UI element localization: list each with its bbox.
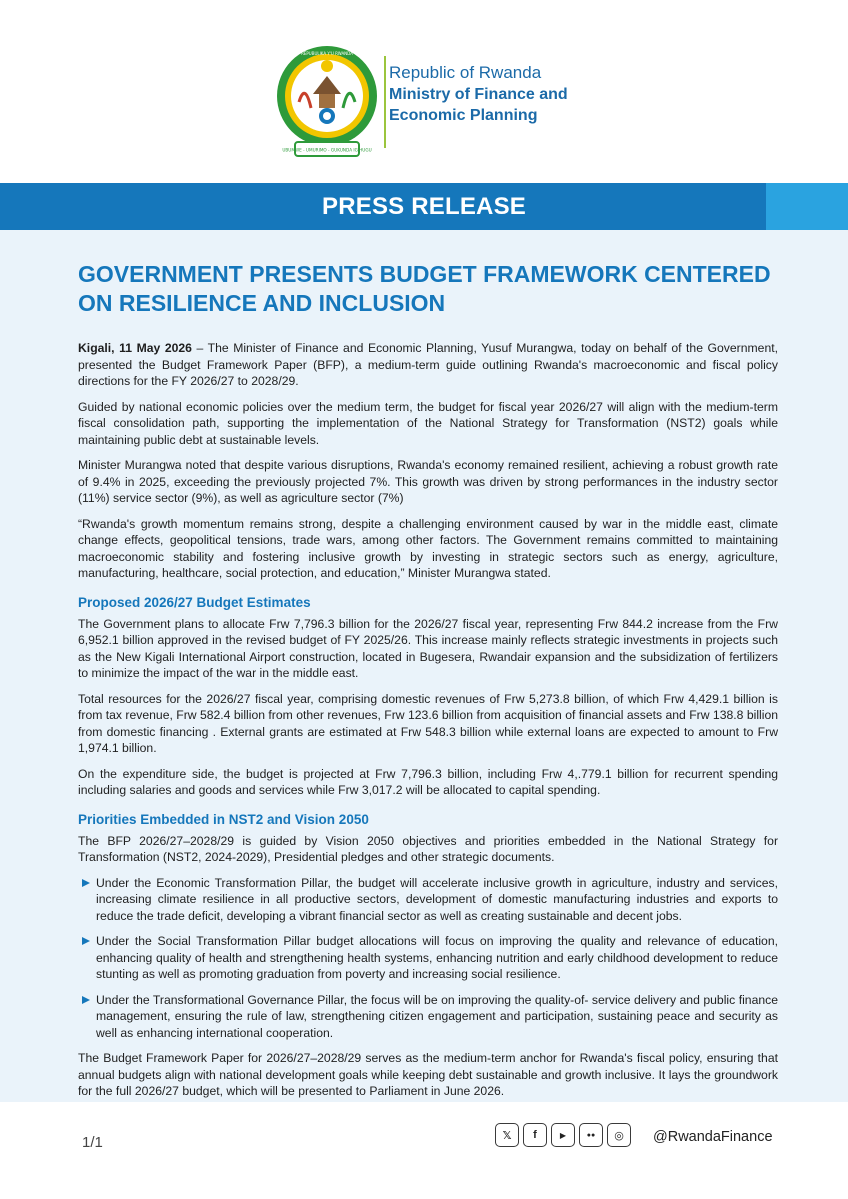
- pillar-list: [78, 875, 778, 1042]
- flickr-icon[interactable]: ●●: [579, 1123, 603, 1147]
- triangle-bullet-icon: [82, 879, 90, 887]
- paragraph-8: The BFP 2026/27–2028/29 is guided by Vision 2050 objectives and priorities embedded in the National Strategy for Transformation (NST2, 2024-2029), Presidential pledges and other strategic documents.: [78, 833, 778, 864]
- list-item-text: Under the Transformational Governance Pillar, the focus will be on improving the quality-of- service delivery and public finance management, ensuring the rule of law, strengthening citizen engagement and participation, sustaining peace and security as well as enhancing international cooperation.: [96, 992, 778, 1040]
- paragraph-6: Total resources for the 2026/27 fiscal year, comprising domestic revenues of Frw 5,273.8 billion, of which Frw 4,429.1 billion is from tax revenue, Frw 582.4 billion from other revenues, Frw 123.6 billion from acquisition of financial assets and Frw 138.8 billion from domestic financing . External grants are estimated at Frw 548.3 billion while external loans are expected to amount to Frw 1,974.1 billion.: [78, 691, 778, 755]
- facebook-icon[interactable]: f: [523, 1123, 547, 1147]
- paragraph-7: On the expenditure side, the budget is projected at Frw 7,796.3 billion, including Frw 4,.779.1 billion for recurrent spending including salaries and goods and services while Frw 3,017.2 will be allocated to capital spending.: [78, 766, 778, 797]
- ministry-name-line1: Ministry of Finance and: [389, 86, 568, 103]
- section-heading-priorities: Priorities Embedded in NST2 and Vision 2050: [78, 811, 369, 827]
- social-handle[interactable]: @RwandaFinance: [653, 1129, 773, 1145]
- paragraph-4-quote: “Rwanda's growth momentum remains strong, despite a challenging environment caused by war in the middle east, climate change effects, geopolitical tensions, trade wars, among other factors. The Government remains committed to maintaining macroeconomic stability and fostering inclusive growth by investing in strategic sectors such as energy, agriculture, manufacturing, healthcare, social protection, and education,” Minister Murangwa stated.: [78, 516, 778, 580]
- social-links: [495, 1123, 631, 1147]
- dateline: Kigali, 11 May 2026: [78, 341, 192, 355]
- x-icon[interactable]: 𝕏: [495, 1123, 519, 1147]
- page-number: 1/1: [82, 1134, 103, 1151]
- footer: [0, 1102, 848, 1199]
- paragraph-3: Minister Murangwa noted that despite various disruptions, Rwanda's economy remained resilient, achieving a robust growth rate of 9.4% in 2025, exceeding the previously projected 7%. This growth was driven by strong performances in the industry sector (11%) service sector (9%), as well as agriculture sector (7%): [78, 458, 778, 505]
- triangle-bullet-icon: [82, 937, 90, 945]
- triangle-bullet-icon: [82, 996, 90, 1004]
- press-release-banner: [0, 183, 848, 230]
- paragraph-5: The Government plans to allocate Frw 7,796.3 billion for the 2026/27 fiscal year, representing Frw 844.2 increase from the Frw 6,952.1 billion approved in the revised budget of FY 2025/26. This increase mainly reflects strategic investments in projects such as the New Kigali International Airport construction, located in Bugesera, Rwandair expansion and the subsidization of fertilizers to minimize the impact of the war in the middle east.: [78, 616, 778, 680]
- national-seal: [275, 42, 379, 164]
- seal-top-text: REPUBULIKA Y'U RWANDA: [301, 51, 353, 56]
- instagram-icon[interactable]: ◎: [607, 1123, 631, 1147]
- paragraph-2: Guided by national economic policies over the medium term, the budget for fiscal year 2026/27 will align with the medium-term fiscal consolidation path, supporting the implementation of the National Strategy for Transformation (NST2) goals while maintaining public debt at sustainable levels.: [78, 399, 778, 447]
- header: [0, 0, 848, 183]
- paragraph-9: The Budget Framework Paper for 2026/27–2028/29 serves as the medium-term anchor for Rwanda's fiscal policy, ensuring that annual budgets align with national development goals while keeping debt sustainable and growth inclusive. It lays the groundwork for the full 2026/27 budget, which will be presented to Parliament in June 2026.: [78, 1051, 778, 1098]
- country-name: Republic of Rwanda: [389, 63, 542, 82]
- headline: GOVERNMENT PRESENTS BUDGET FRAMEWORK CENTERED ON RESILIENCE AND INCLUSION: [78, 261, 771, 316]
- seal-bottom-text: UBUMWE - UMURIMO - GUKUNDA IGIHUGU: [282, 147, 372, 153]
- list-item: [78, 933, 778, 983]
- section-heading-estimates: Proposed 2026/27 Budget Estimates: [78, 594, 311, 610]
- header-divider: [384, 56, 386, 148]
- banner-title: PRESS RELEASE: [322, 193, 526, 220]
- list-item: [78, 875, 778, 925]
- article: [78, 260, 778, 1109]
- ministry-name-block: [389, 62, 568, 126]
- list-item-text: Under the Social Transformation Pillar budget allocations will focus on improving the quality and relevance of education, enhancing quality of health and strengthening health systems, enhancing nutrition and early childhood development to reduce stunting as well as promoting graduation from poverty and increasing social resilience.: [96, 934, 778, 981]
- youtube-icon[interactable]: ▶: [551, 1123, 575, 1147]
- paragraph-intro: [78, 340, 778, 390]
- paragraph-intro-text: – The Minister of Finance and Economic Planning, Yusuf Murangwa, today on behalf of the Government, presented the Budget Framework Paper (BFP), a medium-term guide outlining Rwanda's macroeconomic and fiscal policy directions for the FY 2026/27 to 2028/29.: [78, 341, 778, 388]
- list-item-text: Under the Economic Transformation Pillar, the budget will accelerate inclusive growth in agriculture, industry and services, increasing climate resilience in all productive sectors, development of domestic manufacturing industries and exports to reduce the trade deficit, developing a vibrant financial sector as well as creating sustainable and decent jobs.: [96, 875, 778, 923]
- list-item: [78, 992, 778, 1042]
- ministry-name-line2: Economic Planning: [389, 107, 538, 124]
